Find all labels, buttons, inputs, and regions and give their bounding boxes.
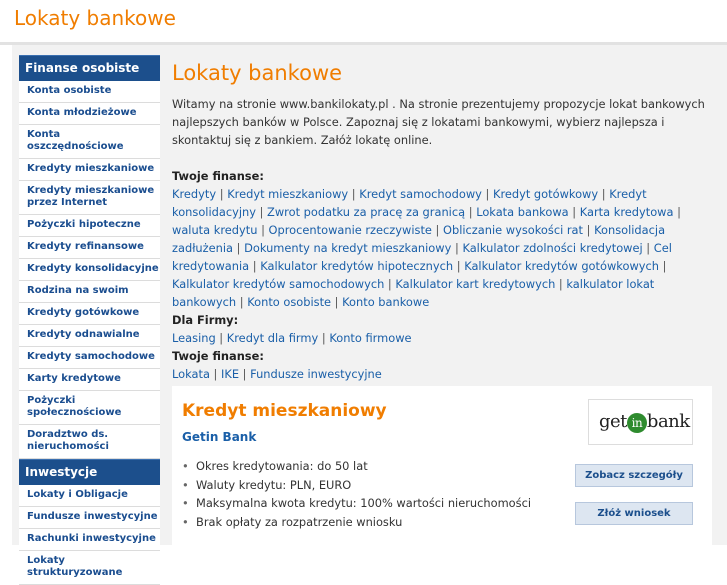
link-kredyt-samochodowy[interactable]: Kredyt samochodowy (359, 187, 482, 201)
offer-feature-text: Waluty kredytu: PLN, EURO (196, 477, 352, 492)
link-obliczanie-wysokosci-rat[interactable]: Obliczanie wysokości rat (443, 223, 584, 237)
sidebar-item-kredyty-mieszkaniowe[interactable]: Kredyty mieszkaniowe (19, 159, 160, 181)
offer-feature-text: Brak opłaty za rozpatrzenie wniosku (196, 514, 403, 529)
sidebar-item-doradztwo-ds-nieruchomosci[interactable]: Doradztwo ds. nieruchomości (19, 425, 160, 459)
link-separator: | (598, 187, 610, 201)
link-leasing[interactable]: Leasing (172, 331, 216, 345)
link-separator: | (583, 223, 595, 237)
link-separator: | (318, 331, 330, 345)
link-separator: | (642, 241, 654, 255)
link-konsolidacja-zadluzenia[interactable]: Konsolidacja zadłużenia (172, 223, 666, 255)
sidebar-list-finanse (19, 81, 160, 459)
links-dla-firmy (172, 329, 712, 347)
spacer (172, 149, 712, 167)
link-separator: | (384, 277, 396, 291)
link-konto-bankowe[interactable]: Konto bankowe (342, 295, 430, 309)
offer-feature-item (182, 494, 531, 513)
link-separator: | (555, 277, 567, 291)
sidebar (19, 55, 160, 585)
link-lokata[interactable]: Lokata (172, 367, 210, 381)
link-separator: | (431, 223, 444, 237)
offer-card (172, 386, 712, 545)
link-separator: | (481, 187, 493, 201)
sidebar-item-kredyty-odnawialne[interactable]: Kredyty odnawialne (19, 325, 160, 347)
link-separator: | (255, 205, 268, 219)
links-twoje-finanse-2 (172, 365, 712, 383)
section-label-dla-firmy: Dla Firmy: (172, 313, 239, 327)
bullet-icon: • (182, 477, 189, 492)
logo-part-get: get (599, 411, 627, 432)
link-oprocentowanie-rzeczywiste[interactable]: Oprocentowanie rzeczywiste (268, 223, 432, 237)
offer-feature-item (182, 476, 531, 495)
sidebar-item-lokaty-i-obligacje[interactable]: Lokaty i Obligacje (19, 485, 160, 507)
section-label-twoje-finanse: Twoje finanse: (172, 169, 264, 183)
link-separator: | (451, 241, 463, 255)
bank-logo[interactable] (588, 399, 693, 445)
offer-features-list (182, 457, 531, 531)
bank-logo-text (599, 411, 690, 433)
link-kalkulator-kredytow-samochodowych[interactable]: Kalkulator kredytów samochodowych (172, 277, 385, 291)
link-kalkulator-kredytow-gotowkowych[interactable]: Kalkulator kredytów gotówkowych (464, 259, 659, 273)
link-separator: | (348, 187, 360, 201)
bullet-icon: • (182, 496, 189, 510)
sidebar-item-rachunki-inwestycyjne[interactable]: Rachunki inwestycyjne (19, 529, 160, 551)
logo-part-bank: bank (646, 411, 690, 432)
link-cel-kredytowania[interactable]: Cel kredytowania (172, 241, 672, 273)
link-waluta-kredytu[interactable]: waluta kredytu (172, 223, 258, 237)
link-ike[interactable]: IKE (221, 367, 240, 381)
link-separator: | (453, 259, 465, 273)
link-kredyt-dla-firmy[interactable]: Kredyt dla firmy (226, 331, 319, 345)
sidebar-item-karty-kredytowe[interactable]: Karty kredytowe (19, 369, 160, 391)
link-lokata-bankowa[interactable]: Lokata bankowa (476, 205, 569, 219)
offer-bank-name[interactable]: Getin Bank (182, 430, 257, 444)
intro-text: Witamy na stronie www.bankilokaty.pl . Na stronie prezentujemy propozycje lokat bankowych najlepszych banków w Polsce. Zapoznaj się z lokatami bankowymi, wybierz najlepsza i skontaktuj się z bankiem. Załóż lokatę online. (172, 97, 705, 147)
sidebar-item-kredyty-samochodowe[interactable]: Kredyty samochodowe (19, 347, 160, 369)
sidebar-list-inwestycje (19, 485, 160, 585)
sidebar-item-konta-mlodziezowe[interactable]: Konta młodzieżowe (19, 103, 160, 125)
link-fundusze-inwestycyjne[interactable]: Fundusze inwestycyjne (250, 367, 382, 381)
link-separator: | (236, 295, 248, 309)
sidebar-item-kredyty-refinansowe[interactable]: Kredyty refinansowe (19, 237, 160, 259)
link-dokumenty-na-kredyt-mieszkaniowy[interactable]: Dokumenty na kredyt mieszkaniowy (244, 241, 452, 255)
link-separator: | (209, 367, 222, 381)
link-separator: | (465, 205, 477, 219)
sidebar-item-kredyty-mieszkaniowe-przez-internet[interactable]: Kredyty mieszkaniowe przez Internet (19, 181, 160, 215)
link-kredyt-konsolidacyjny[interactable]: Kredyt konsolidacyjny (172, 187, 647, 219)
sidebar-item-kredyty-konsolidacyjne[interactable]: Kredyty konsolidacyjne (19, 259, 160, 281)
link-kalkulator-zdolnosci-kredytowej[interactable]: Kalkulator zdolności kredytowej (462, 241, 643, 255)
links-twoje-finanse (172, 185, 712, 311)
section-label-twoje-finanse-2: Twoje finanse: (172, 349, 264, 363)
link-separator: | (673, 205, 681, 219)
sidebar-item-lokaty-strukturyzowane[interactable]: Lokaty strukturyzowane (19, 551, 160, 585)
bullet-icon: • (182, 514, 189, 529)
sidebar-item-pozyczki-spolecznosciowe[interactable]: Pożyczki społecznościowe (19, 391, 160, 425)
sidebar-section-finanse: Finanse osobiste (19, 55, 160, 81)
link-separator: | (249, 259, 261, 273)
sidebar-item-konta-osobiste[interactable]: Konta osobiste (19, 81, 160, 103)
offer-feature-item (182, 513, 531, 532)
page-title: Lokaty bankowe (172, 61, 343, 85)
sidebar-section-inwestycje: Inwestycje (19, 459, 160, 485)
sidebar-item-kredyty-gotowkowe[interactable]: Kredyty gotówkowe (19, 303, 160, 325)
link-kalkulator-kart-kredytowych[interactable]: Kalkulator kart kredytowych (395, 277, 556, 291)
sidebar-item-konta-oszczednosciowe[interactable]: Konta oszczędnościowe (19, 125, 160, 159)
logo-part-in: in (627, 413, 647, 433)
apply-button[interactable]: Złóż wniosek (575, 502, 693, 525)
link-zwrot-podatku-za-prace-za-granica[interactable]: Zwrot podatku za pracę za granicą (267, 205, 466, 219)
offer-title[interactable]: Kredyt mieszkaniowy (182, 401, 387, 421)
link-kredyt-mieszkaniowy[interactable]: Kredyt mieszkaniowy (227, 187, 349, 201)
link-separator: | (216, 187, 228, 201)
offer-feature-text: Okres kredytowania: do 50 lat (196, 459, 368, 473)
link-separator: | (568, 205, 580, 219)
sidebar-item-rodzina-na-swoim[interactable]: Rodzina na swoim (19, 281, 160, 303)
site-title[interactable]: Lokaty bankowe (14, 6, 176, 30)
link-konto-firmowe[interactable]: Konto firmowe (329, 331, 412, 345)
link-separator: | (331, 295, 343, 309)
offer-feature-item (182, 457, 531, 476)
sidebar-item-pozyczki-hipoteczne[interactable]: Pożyczki hipoteczne (19, 215, 160, 237)
link-kalkulator-lokat-bankowych[interactable]: kalkulator lokat bankowych (172, 277, 655, 309)
link-konto-osobiste[interactable]: Konto osobiste (247, 295, 332, 309)
link-separator: | (658, 259, 667, 273)
bullet-icon: • (182, 459, 189, 473)
details-button[interactable]: Zobacz szczegóły (575, 464, 693, 487)
sidebar-item-fundusze-inwestycyjne[interactable]: Fundusze inwestycyjne (19, 507, 160, 529)
link-separator: | (257, 223, 269, 237)
link-separator: | (239, 367, 251, 381)
link-separator: | (233, 241, 245, 255)
link-kalkulator-kredytow-hipotecznych[interactable]: Kalkulator kredytów hipotecznych (260, 259, 454, 273)
link-separator: | (215, 331, 227, 345)
link-karta-kredytowa[interactable]: Karta kredytowa (579, 205, 674, 219)
link-kredyty[interactable]: Kredyty (172, 187, 217, 201)
offer-feature-text: Maksymalna kwota kredytu: 100% wartości nieruchomości (196, 496, 531, 510)
main-content (172, 55, 712, 383)
link-kredyt-gotowkowy[interactable]: Kredyt gotówkowy (492, 187, 599, 201)
